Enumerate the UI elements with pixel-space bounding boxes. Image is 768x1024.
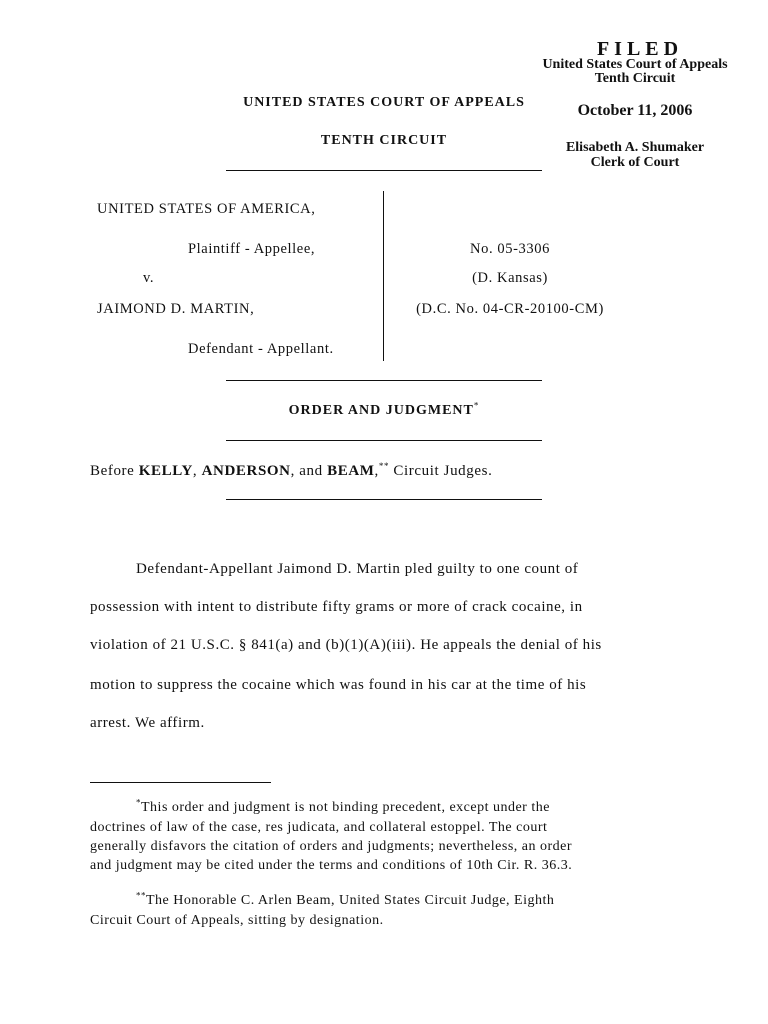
judges-sep-3: , [374,463,379,479]
court-name: UNITED STATES COURT OF APPEALS [243,95,525,110]
order-title [226,400,542,419]
filed-date: October 11, 2006 [577,102,693,119]
footnote-1-line [136,797,550,816]
body-text-line: violation of 21 U.S.C. § 841(a) and (b)(1)(A)(iii). He appeals the denial of his [90,637,602,653]
judges-footnote-marker: ** [378,461,390,471]
order-title-text: ORDER AND JUDGMENT [288,403,474,418]
plaintiff-role: Plaintiff - Appellee, [188,241,316,257]
clerk-name: Elisabeth A. Shumaker [565,140,705,155]
body-text-line: arrest. We affirm. [90,715,205,731]
body-text-line: possession with intent to distribute fifty grams or more of crack cocaine, in [90,599,583,615]
order-title-divider [226,440,542,441]
case-number: No. 05-3306 [470,241,550,257]
defendant-name: JAIMOND D. MARTIN, [97,301,255,317]
defendant-role: Defendant - Appellant. [188,341,334,357]
district-case-number: (D.C. No. 04-CR-20100-CM) [416,301,604,317]
filed-stamp-title: FILED [596,38,684,60]
body-text-line: Defendant-Appellant Jaimond D. Martin pled guilty to one count of [136,561,579,577]
circuit-name: TENTH CIRCUIT [320,133,448,148]
judges-sep-2: , and [290,463,328,479]
clerk-title: Clerk of Court [590,155,680,170]
judge-beam: BEAM [327,463,375,479]
caption-divider-bottom [226,380,542,381]
body-text-line: motion to suppress the cocaine which was found in his car at the time of his [90,677,587,693]
footnote-1-marker: * [136,797,141,808]
judges-before: Before [90,463,139,479]
order-title-footnote-marker: * [473,400,480,411]
footnote-2-marker: ** [136,890,146,901]
filed-stamp-court: United States Court of Appeals [542,57,728,72]
judges-divider [226,499,542,500]
footnote-2-text: The Honorable C. Arlen Beam, United States Circuit Judge, Eighth [146,893,555,908]
header-divider [226,170,542,171]
footnote-1-text: This order and judgment is not binding precedent, except under the [141,800,550,815]
footnote-1-line: generally disfavors the citation of orders and judgments; nevertheless, an order [90,839,573,854]
judges-sep-1: , [192,463,202,479]
judge-anderson: ANDERSON [201,463,291,479]
judge-kelly: KELLY [138,463,193,479]
district-court: (D. Kansas) [472,270,548,286]
judges-line [90,463,492,480]
footnote-2-line [136,890,555,909]
footnote-divider [90,782,271,783]
caption-divider [383,191,384,361]
plaintiff-name: UNITED STATES OF AMERICA, [97,201,316,217]
judges-suffix: Circuit Judges. [389,463,493,479]
footnote-1-line: and judgment may be cited under the terms and conditions of 10th Cir. R. 36.3. [90,858,573,873]
filed-stamp-circuit: Tenth Circuit [594,71,676,86]
versus-label: v. [143,270,155,286]
footnote-1-line: doctrines of law of the case, res judicata, and collateral estoppel. The court [90,820,548,835]
footnote-2-line: Circuit Court of Appeals, sitting by designation. [90,913,384,928]
